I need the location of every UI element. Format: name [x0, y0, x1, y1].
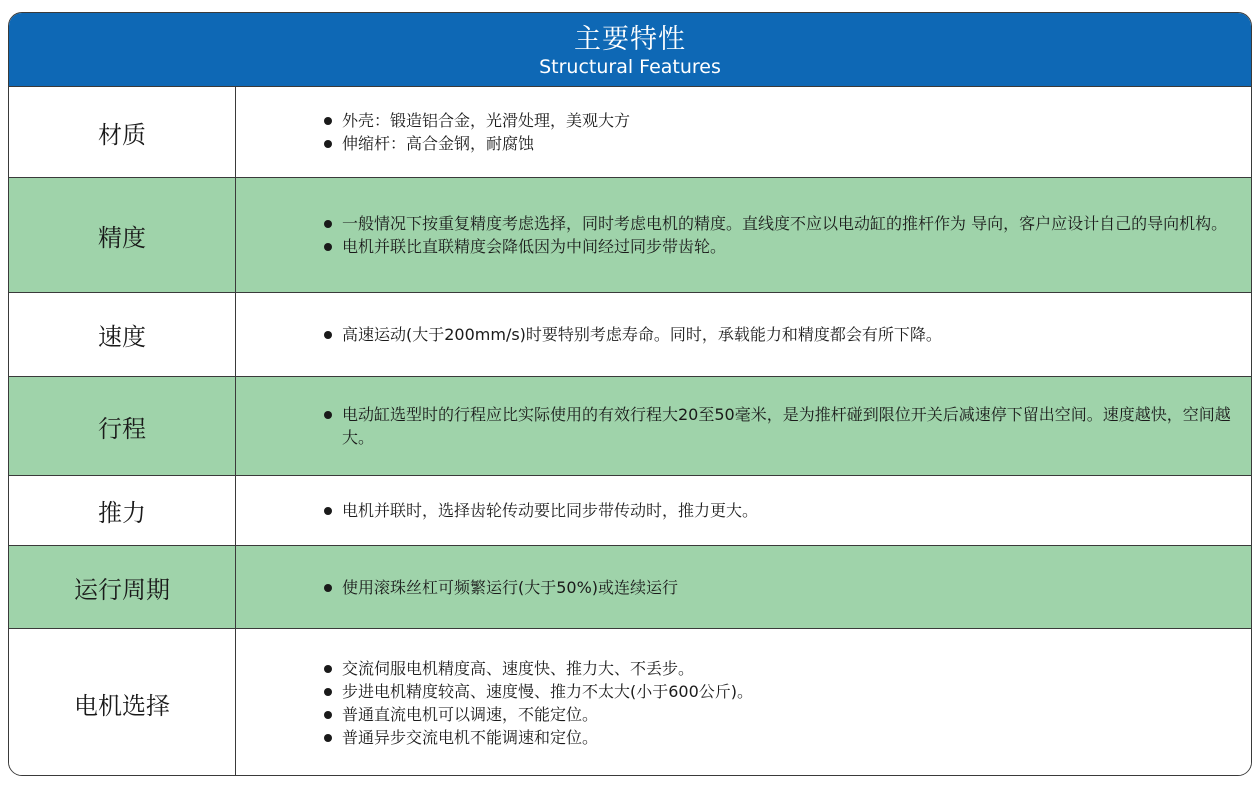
- row-label: 速度: [9, 293, 236, 376]
- table-row-speed: [9, 293, 1251, 377]
- row-content: [236, 377, 1251, 475]
- table-row-duty-cycle: [9, 546, 1251, 629]
- header-title-zh: 主要特性: [574, 24, 686, 55]
- row-content: [236, 293, 1251, 376]
- table-header: [9, 13, 1251, 87]
- row-label: 精度: [9, 178, 236, 292]
- row-label: 运行周期: [9, 546, 236, 628]
- table-row-material: [9, 87, 1251, 178]
- features-table: [8, 12, 1252, 776]
- table-row-thrust: [9, 476, 1251, 546]
- row-content: [236, 629, 1251, 776]
- bullet-item: 普通异步交流电机不能调速和定位。: [324, 726, 1233, 749]
- table-row-motor-selection: [9, 629, 1251, 776]
- bullet-item: 使用滚珠丝杠可频繁运行(大于50%)或连续运行: [324, 576, 1233, 599]
- row-content: [236, 476, 1251, 545]
- row-label: 行程: [9, 377, 236, 475]
- row-label: 材质: [9, 87, 236, 177]
- bullet-item: 高速运动(大于200mm/s)时要特别考虑寿命。同时，承载能力和精度都会有所下降。: [324, 323, 1233, 346]
- bullet-item: 电机并联比直联精度会降低因为中间经过同步带齿轮。: [324, 235, 1233, 258]
- bullet-item: 外壳：锻造铝合金，光滑处理，美观大方: [324, 109, 1233, 132]
- bullet-item: 电机并联时，选择齿轮传动要比同步带传动时，推力更大。: [324, 499, 1233, 522]
- row-content: [236, 178, 1251, 292]
- header-title-en: Structural Features: [539, 56, 721, 78]
- table-row-stroke: [9, 377, 1251, 476]
- bullet-item: 一般情况下按重复精度考虑选择，同时考虑电机的精度。直线度不应以电动缸的推杆作为 导向，客户应设计自己的导向机构。: [324, 212, 1233, 235]
- bullet-item: 伸缩杆：高合金钢，耐腐蚀: [324, 132, 1233, 155]
- row-label: 电机选择: [9, 629, 236, 776]
- bullet-item: 交流伺服电机精度高、速度快、推力大、不丢步。: [324, 657, 1233, 680]
- bullet-item: 普通直流电机可以调速，不能定位。: [324, 703, 1233, 726]
- row-content: [236, 87, 1251, 177]
- row-content: [236, 546, 1251, 628]
- row-label: 推力: [9, 476, 236, 545]
- bullet-item: 电动缸选型时的行程应比实际使用的有效行程大20至50毫米，是为推杆碰到限位开关后减速停下留出空间。速度越快，空间越大。: [324, 403, 1233, 449]
- table-row-precision: [9, 178, 1251, 293]
- bullet-item: 步进电机精度较高、速度慢、推力不太大(小于600公斤)。: [324, 680, 1233, 703]
